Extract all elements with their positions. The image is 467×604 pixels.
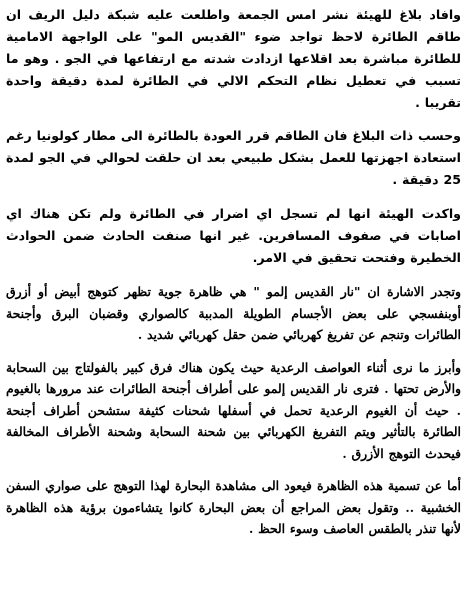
paragraph-name-origin: أما عن تسمية هذه الظاهرة فيعود الى مشاهدة البحارة لهذا التوهج على صواري السفن الخشبية .. وتقول بعض المراجع أن بعض البحارة كانوا يتشاءمون برؤية هذه الظاهرة لأنها تنذر بالطقس العاصف وسوء الحظ . — [6, 478, 461, 536]
paragraph-investigation: واكدت الهيئة انها لم تسجل اي اضرار في الطائرة ولم تكن هناك اي اصابات في صفوف المسافرين. غير انها صنفت الحادث ضمن الحوادث الخطيرة وفتحت تحقيق في الامر. — [6, 206, 461, 265]
paragraph-crew-return: وحسب ذات البلاغ فان الطاقم قرر العودة بالطائرة الى مطار كولونيا رغم استعادة اجهزتها للعمل بشكل طبيعي بعد ان حلقت لحوالي في الجو لمدة 25 دقيقة . — [6, 128, 461, 187]
paragraph-report-summary: وافاد بلاغ للهيئة نشر امس الجمعة واطلعت عليه شبكة دليل الريف ان طاقم الطائرة لاحظ تواجد ضوء "القديس المو" على الواجهة الامامية للطائرة مباشرة بعد اقلاعها ازدادت شدته مع ارتفاعها في الجو . وهو ما تسبب في تعطيل نظام التحكم الالي في الطائرة لمدة دقيقة واحدة تقريبا . — [6, 7, 461, 110]
paragraph-thunderstorm-explanation: وأبرز ما نرى أثناء العواصف الرعدية حيث يكون هناك فرق كبير بالفولتاج بين السحابة والأرض تحتها . فترى نار القديس إلمو على أطراف أجنحة الطائرات عند مرورها بالغيوم . حيث أن الغيوم الرعدية تحمل في أسفلها شحنات كثيفة ستشحن أطراف أجنحة الطائرة بالتأثير ويتم التفريغ الكهربائي بين شحنة السحابة وشحنة الأطراف المخالفة فيحدث التوهج الأزرق . — [6, 359, 461, 461]
paragraph-phenomenon-definition: وتجدر الاشارة ان "نار القديس إلمو " هي ظاهرة جوية تظهر كتوهج أبيض أو أزرق أوبنفسجي على بعض الأجسام الطويلة المدببة كالصواري وقضبان البرق وأجنحة الطائرات وتنجم عن تفريغ كهربائي ضمن حقل كهربائي شديد . — [6, 284, 461, 342]
